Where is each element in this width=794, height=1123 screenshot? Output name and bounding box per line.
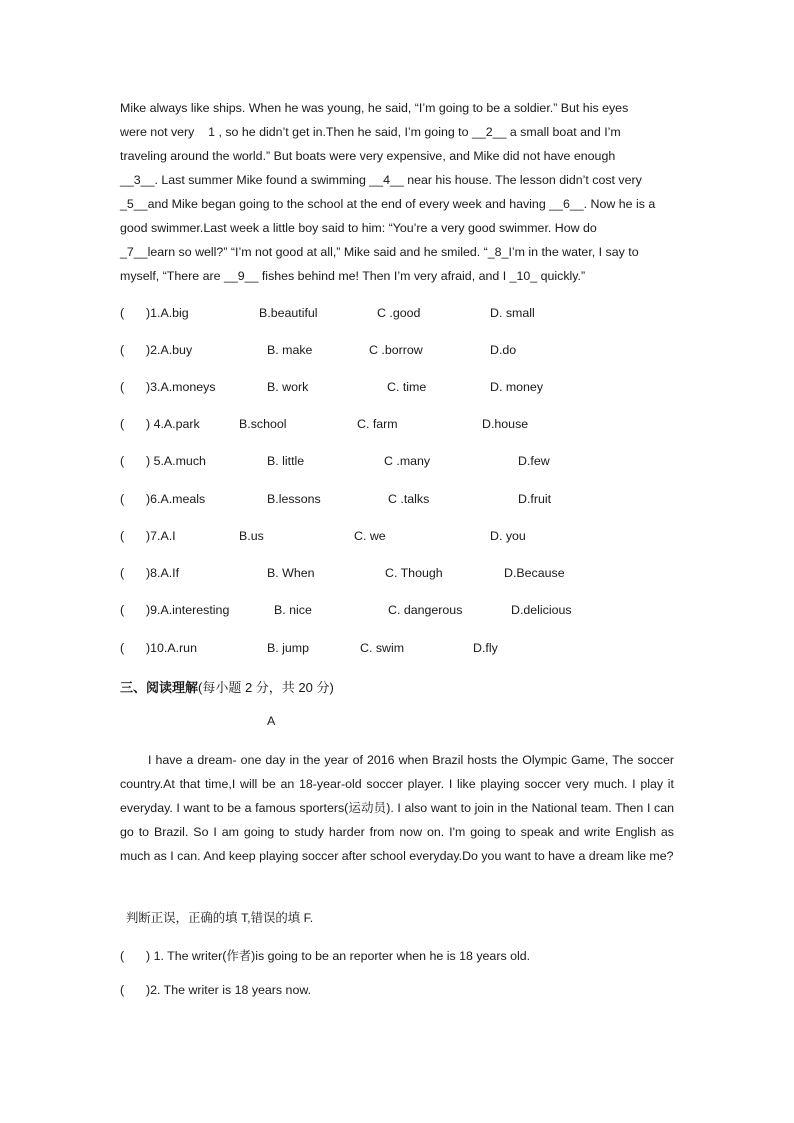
tf-question-2 [120, 983, 311, 997]
question-row-4 [120, 416, 680, 432]
option-a: )8.A.If [146, 566, 180, 580]
question-row-6 [120, 491, 680, 507]
cloze-line: good swimmer.Last week a little boy said to him: “You’re a very good swimmer. How do [120, 221, 597, 235]
option-d: D.do [490, 343, 517, 357]
option-d: D. small [490, 306, 535, 320]
tf-question-text: )2. The writer is 18 years now. [146, 983, 312, 997]
option-a: )7.A.I [146, 529, 176, 543]
answer-paren[interactable]: ( [120, 983, 125, 997]
question-row-2 [120, 342, 680, 358]
cloze-passage [120, 96, 674, 288]
option-b: B.school [239, 417, 287, 431]
section-subtitle: (每小题 2 分，共 20 分) [198, 680, 334, 695]
option-c: C. dangerous [388, 603, 463, 617]
answer-paren[interactable]: ( [120, 641, 125, 655]
answer-paren[interactable]: ( [120, 949, 125, 963]
question-row-10 [120, 640, 680, 656]
option-d: D. money [490, 380, 544, 394]
cloze-line: _5__and Mike began going to the school at the end of every week and having __6__. Now he is a [120, 197, 656, 211]
option-c: C. we [354, 529, 386, 543]
option-c: C .talks [388, 492, 430, 506]
option-b: B.us [239, 529, 264, 543]
question-row-3 [120, 379, 680, 395]
option-c: C .many [384, 454, 431, 468]
reading-passage-a [120, 748, 674, 868]
tf-question-1 [120, 946, 530, 964]
option-b: B.beautiful [259, 306, 318, 320]
cloze-line: myself, “There are __9__ fishes behind me! Then I’m very afraid, and I _10_ quickly.” [120, 269, 586, 283]
section-heading [120, 677, 334, 696]
answer-paren[interactable]: ( [120, 343, 125, 357]
option-b: B. When [267, 566, 315, 580]
question-row-7 [120, 528, 680, 544]
option-d: D.Because [504, 566, 565, 580]
answer-paren[interactable]: ( [120, 492, 125, 506]
cloze-line: __3__. Last summer Mike found a swimming __4__ near his house. The lesson didn’t cost very [120, 173, 642, 187]
option-c: C. farm [357, 417, 398, 431]
question-row-8 [120, 565, 680, 581]
option-b: B. little [267, 454, 305, 468]
option-d: D.house [482, 417, 529, 431]
option-d: D.few [518, 454, 550, 468]
question-row-5 [120, 453, 680, 469]
judge-instruction: 判断正误，正确的填 T,错误的填 F. [126, 911, 314, 925]
answer-paren[interactable]: ( [120, 566, 125, 580]
option-a: )3.A.moneys [146, 380, 216, 394]
cloze-line: Mike always like ships. When he was young, he said, “I’m going to be a soldier.” But his eyes [120, 101, 629, 115]
option-d: D.fruit [518, 492, 552, 506]
question-row-9 [120, 602, 680, 618]
option-b: B.lessons [267, 492, 321, 506]
option-a: )9.A.interesting [146, 603, 230, 617]
option-c: C. swim [360, 641, 405, 655]
cloze-line: traveling around the world.” But boats were very expensive, and Mike did not have enough [120, 149, 616, 163]
cloze-line: _7__learn so well?” “I’m not good at all,” Mike said and he smiled. “_8_I’m in the water, I say to [120, 245, 639, 259]
option-a: ) 5.A.much [146, 454, 206, 468]
option-b: B. nice [274, 603, 312, 617]
option-a: ) 4.A.park [146, 417, 200, 431]
answer-paren[interactable]: ( [120, 417, 125, 431]
answer-paren[interactable]: ( [120, 380, 125, 394]
option-a: )10.A.run [146, 641, 197, 655]
answer-paren[interactable]: ( [120, 454, 125, 468]
answer-paren[interactable]: ( [120, 529, 125, 543]
option-c: C. time [387, 380, 427, 394]
option-b: B. jump [267, 641, 310, 655]
question-row-1 [120, 305, 680, 321]
option-c: C .borrow [369, 343, 423, 357]
tf-question-text: ) 1. The writer(作者)is going to be an reporter when he is 18 years old. [146, 949, 531, 963]
option-d: D. you [490, 529, 526, 543]
answer-paren[interactable]: ( [120, 306, 125, 320]
option-a: )2.A.buy [146, 343, 193, 357]
answer-paren[interactable]: ( [120, 603, 125, 617]
cloze-line: were not very 1 , so he didn’t get in.Then he said, I’m going to __2__ a small boat and I’m [120, 125, 621, 139]
option-d: D.fly [473, 641, 498, 655]
option-a: )6.A.meals [146, 492, 206, 506]
section-title: 三、阅读理解 [120, 680, 199, 695]
option-c: C .good [377, 306, 421, 320]
option-b: B. make [267, 343, 313, 357]
option-c: C. Though [385, 566, 443, 580]
passage-text: I have a dream- one day in the year of 2016 when Brazil hosts the Olympic Game, The soccer country.At that time,I will be an 18-year-old soccer player. I like playing soccer very much. I play it everyday. I want to be a famous sporters(运动员). I also want to join in the National team. Then I can go to Brazil. So I am going to study harder from now on. I'm going to speak and write English as much as I can. And keep playing soccer after school everyday.Do you want to have a dream like me? [120, 753, 674, 863]
option-a: )1.A.big [146, 306, 189, 320]
option-d: D.delicious [511, 603, 572, 617]
option-b: B. work [267, 380, 309, 394]
passage-letter: A [267, 714, 276, 728]
